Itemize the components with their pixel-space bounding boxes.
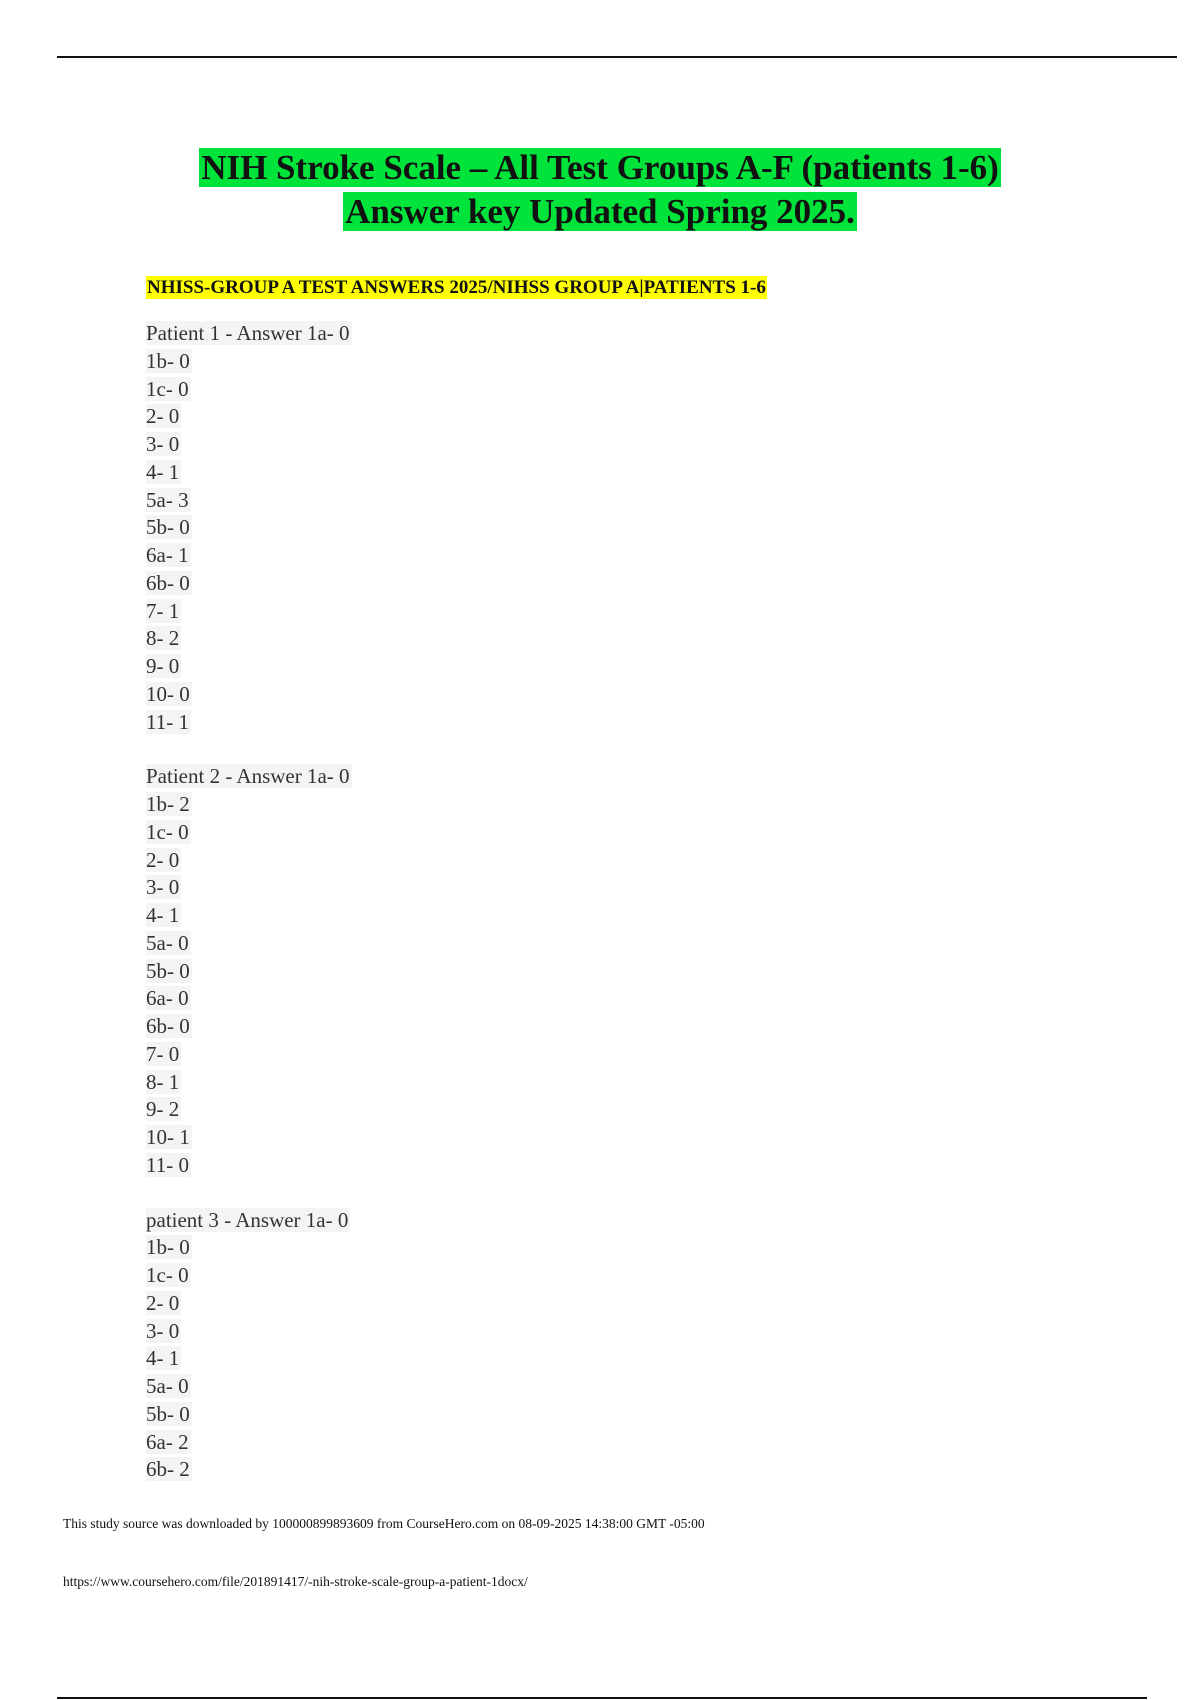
answer-line <box>146 681 352 709</box>
answer-text: 2- 0 <box>146 1290 180 1315</box>
download-note: This study source was downloaded by 100000899893609 from CourseHero.com on 08-09-2025 14:38:00 GMT -05:00 <box>63 1516 705 1531</box>
answer-line <box>146 930 352 958</box>
answer-text: 4- 1 <box>146 459 180 484</box>
answer-line <box>146 431 352 459</box>
patient-answers <box>146 320 352 1511</box>
answer-line <box>146 514 352 542</box>
answer-text: 10- 1 <box>146 1125 190 1149</box>
answer-text: 11- 0 <box>146 1152 189 1177</box>
answer-text: 4- 1 <box>146 903 180 927</box>
answer-line <box>146 819 352 847</box>
answer-line <box>146 902 352 930</box>
answer-text: 1b- 0 <box>146 348 190 373</box>
answer-line <box>146 1401 352 1429</box>
answer-line <box>146 1456 352 1484</box>
patient-block <box>146 763 352 1179</box>
answer-text: 5b- 0 <box>146 958 190 983</box>
group-heading-text: NHISS-GROUP A TEST ANSWERS 2025/NIHSS GROUP A|PATIENTS 1-6 <box>147 277 766 298</box>
patient-header-line <box>146 763 352 791</box>
answer-text: 3- 0 <box>146 432 180 456</box>
answer-text: 6a- 2 <box>146 1429 189 1454</box>
answer-text: 5a- 0 <box>146 1374 189 1398</box>
answer-text: 9- 0 <box>146 654 180 678</box>
answer-text: 5b- 0 <box>146 1401 190 1426</box>
answer-text: 5b- 0 <box>146 515 190 540</box>
patient-block <box>146 320 352 736</box>
patient-header-line <box>146 320 352 348</box>
answer-line <box>146 847 352 875</box>
answer-line <box>146 1069 352 1097</box>
answer-text: 10- 0 <box>146 681 190 706</box>
answer-line <box>146 1262 352 1290</box>
answer-line <box>146 487 352 515</box>
answer-line <box>146 1013 352 1041</box>
answer-text: 9- 2 <box>146 1097 180 1122</box>
answer-line <box>146 376 352 404</box>
answer-line <box>146 1096 352 1124</box>
answer-line <box>146 459 352 487</box>
answer-text: 8- 1 <box>146 1069 180 1094</box>
answer-line <box>146 709 352 737</box>
answer-line <box>146 403 352 431</box>
answer-line <box>146 958 352 986</box>
bottom-rule <box>57 1697 1147 1699</box>
title-line-1: NIH Stroke Scale – All Test Groups A-F (patients 1-6) <box>201 148 999 187</box>
answer-line <box>146 348 352 376</box>
answer-text: 2- 0 <box>146 404 180 429</box>
answer-line <box>146 1345 352 1373</box>
answer-line <box>146 653 352 681</box>
answer-line <box>146 1041 352 1069</box>
answer-text: 5a- 0 <box>146 930 189 955</box>
answer-line <box>146 791 352 819</box>
answer-line <box>146 1429 352 1457</box>
document-title <box>0 146 1200 234</box>
answer-line <box>146 542 352 570</box>
answer-line <box>146 1290 352 1318</box>
answer-text: Patient 1 - Answer 1a- 0 <box>146 321 350 345</box>
answer-line <box>146 985 352 1013</box>
answer-line <box>146 570 352 598</box>
answer-text: 3- 0 <box>146 875 180 900</box>
top-rule <box>57 56 1177 58</box>
answer-line <box>146 874 352 902</box>
source-url: https://www.coursehero.com/file/201891417/-nih-stroke-scale-group-a-patient-1docx/ <box>63 1574 528 1589</box>
answer-text: 11- 1 <box>146 709 189 734</box>
answer-line <box>146 1124 352 1152</box>
answer-line <box>146 1234 352 1262</box>
answer-text: 7- 1 <box>146 598 180 623</box>
title-line-2: Answer key Updated Spring 2025. <box>345 192 855 231</box>
answer-text: 6b- 2 <box>146 1457 190 1482</box>
answer-text: 1b- 2 <box>146 792 190 816</box>
answer-text: Patient 2 - Answer 1a- 0 <box>146 764 350 789</box>
answer-text: 2- 0 <box>146 847 180 872</box>
answer-line <box>146 625 352 653</box>
answer-text: 4- 1 <box>146 1346 180 1371</box>
group-heading <box>146 275 767 301</box>
answer-text: 8- 2 <box>146 626 180 651</box>
answer-text: 1c- 0 <box>146 819 189 844</box>
answer-text: 1c- 0 <box>146 1263 189 1287</box>
answer-text: 6b- 0 <box>146 570 190 595</box>
answer-line <box>146 1373 352 1401</box>
answer-text: 1c- 0 <box>146 376 189 401</box>
answer-text: 5a- 3 <box>146 487 189 512</box>
answer-text: 1b- 0 <box>146 1235 190 1260</box>
answer-line <box>146 598 352 626</box>
answer-text: 6b- 0 <box>146 1014 190 1038</box>
answer-text: 3- 0 <box>146 1318 180 1343</box>
patient-block <box>146 1207 352 1485</box>
answer-text: patient 3 - Answer 1a- 0 <box>146 1207 349 1232</box>
answer-line <box>146 1318 352 1346</box>
answer-text: 6a- 0 <box>146 986 189 1011</box>
answer-text: 6a- 1 <box>146 543 189 567</box>
answer-line <box>146 1152 352 1180</box>
answer-text: 7- 0 <box>146 1041 180 1066</box>
patient-header-line <box>146 1207 352 1235</box>
